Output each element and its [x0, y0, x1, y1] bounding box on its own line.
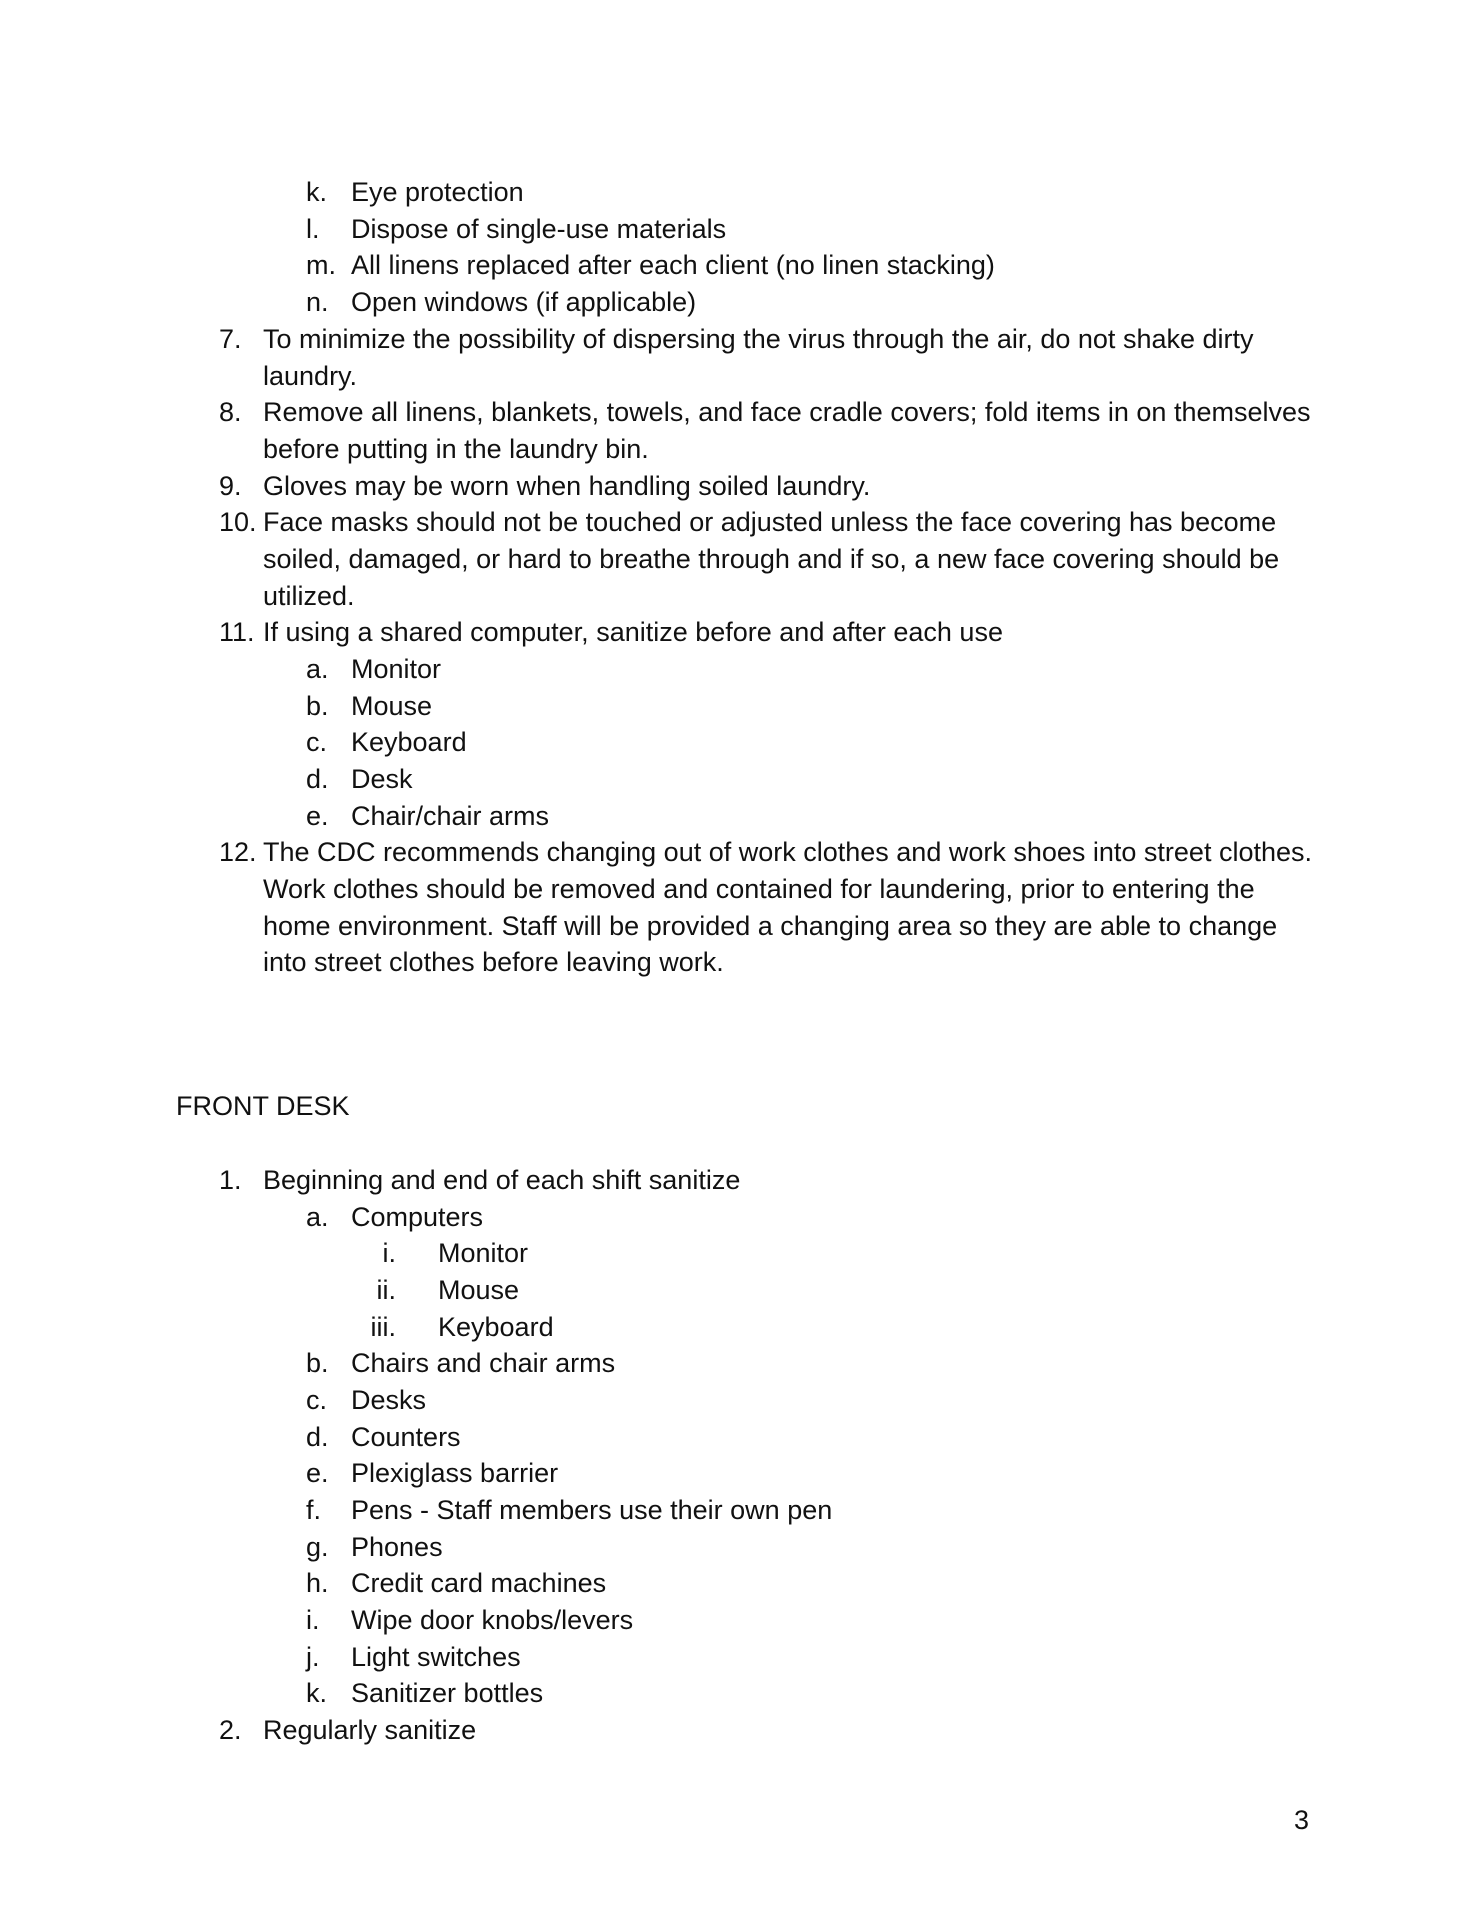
list-text: Plexiglass barrier	[351, 1458, 559, 1488]
list-text: Desks	[351, 1385, 427, 1415]
list-text: Chair/chair arms	[351, 801, 550, 831]
list-text: Phones	[351, 1532, 443, 1562]
list-text: All linens replaced after each client (no linen stacking)	[351, 250, 995, 280]
list-text: Chairs and chair arms	[351, 1348, 616, 1378]
list-text: laundry.	[263, 361, 358, 391]
list-label: d.	[306, 764, 329, 794]
list-text: Eye protection	[351, 177, 524, 207]
list-label: 7.	[219, 324, 242, 354]
list-text: Light switches	[351, 1642, 521, 1672]
list-label: e.	[306, 1458, 329, 1488]
list-label: iii.	[370, 1312, 396, 1342]
list-label: j.	[306, 1642, 320, 1672]
list-text: The CDC recommends changing out of work clothes and work shoes into street clothes.	[263, 837, 1313, 867]
list-label: a.	[306, 1202, 329, 1232]
list-text: Beginning and end of each shift sanitize	[263, 1165, 741, 1195]
list-label: i.	[382, 1238, 396, 1268]
list-text: Computers	[351, 1202, 484, 1232]
list-text: Monitor	[351, 654, 442, 684]
list-label: 10.	[219, 507, 257, 537]
list-label: e.	[306, 801, 329, 831]
list-text: Monitor	[438, 1238, 529, 1268]
list-text: If using a shared computer, sanitize before and after each use	[263, 617, 1003, 647]
list-label: g.	[306, 1532, 329, 1562]
list-text: Mouse	[438, 1275, 520, 1305]
list-label: 1.	[219, 1165, 242, 1195]
list-label: n.	[306, 287, 329, 317]
list-text: Face masks should not be touched or adjusted unless the face covering has become	[263, 507, 1277, 537]
list-text: Remove all linens, blankets, towels, and face cradle covers; fold items in on themselves	[263, 397, 1311, 427]
list-label: f.	[306, 1495, 322, 1525]
list-label: i.	[306, 1605, 320, 1635]
list-text: home environment. Staff will be provided a changing area so they are able to change	[263, 911, 1278, 941]
list-label: m.	[306, 250, 336, 280]
list-text: Wipe door knobs/levers	[351, 1605, 634, 1635]
list-label: l.	[306, 214, 320, 244]
list-label: d.	[306, 1422, 329, 1452]
list-label: b.	[306, 1348, 329, 1378]
list-text: Desk	[351, 764, 413, 794]
list-text: Mouse	[351, 691, 433, 721]
list-text: Open windows (if applicable)	[351, 287, 697, 317]
list-text: Keyboard	[438, 1312, 554, 1342]
list-text: Pens - Staff members use their own pen	[351, 1495, 833, 1525]
list-text: Counters	[351, 1422, 461, 1452]
list-label: c.	[306, 727, 328, 757]
list-label: ii.	[376, 1275, 396, 1305]
list-label: 8.	[219, 397, 242, 427]
list-text: soiled, damaged, or hard to breathe through and if so, a new face covering should be	[263, 544, 1280, 574]
list-text: Sanitizer bottles	[351, 1678, 544, 1708]
list-text: utilized.	[263, 581, 355, 611]
list-text: Credit card machines	[351, 1568, 607, 1598]
list-label: 2.	[219, 1715, 242, 1745]
list-text: Work clothes should be removed and contained for laundering, prior to entering the	[263, 874, 1255, 904]
list-text: Dispose of single-use materials	[351, 214, 727, 244]
list-text: Gloves may be worn when handling soiled laundry.	[263, 471, 871, 501]
list-label: 11.	[219, 617, 255, 647]
list-label: 9.	[219, 471, 242, 501]
list-text: before putting in the laundry bin.	[263, 434, 649, 464]
list-text: Keyboard	[351, 727, 467, 757]
list-label: h.	[306, 1568, 329, 1598]
list-text: Regularly sanitize	[263, 1715, 477, 1745]
list-label: k.	[306, 177, 328, 207]
list-label: a.	[306, 654, 329, 684]
list-label: b.	[306, 691, 329, 721]
list-label: k.	[306, 1678, 328, 1708]
list-text: To minimize the possibility of dispersing the virus through the air, do not shake dirty	[263, 324, 1254, 354]
list-label: c.	[306, 1385, 328, 1415]
list-text: into street clothes before leaving work.	[263, 947, 724, 977]
list-label: 12.	[219, 837, 257, 867]
page-number: 3	[1294, 1805, 1310, 1835]
section-heading: FRONT DESK	[176, 1091, 350, 1121]
